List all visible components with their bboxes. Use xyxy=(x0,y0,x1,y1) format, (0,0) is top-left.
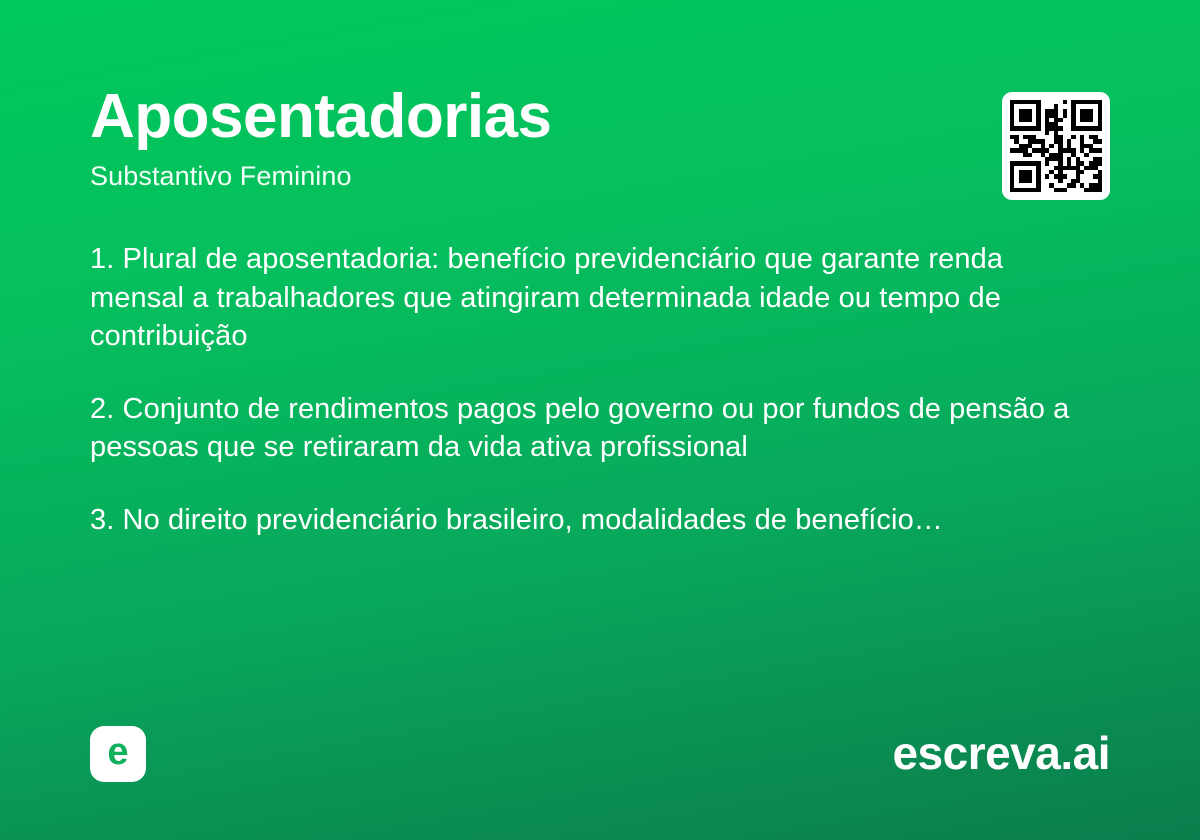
page-title: Aposentadorias xyxy=(90,82,552,151)
qr-code-matrix xyxy=(1010,100,1102,192)
brand-name: escreva.ai xyxy=(892,727,1110,779)
card-content xyxy=(90,84,1110,780)
part-of-speech-label: Substantivo Feminino xyxy=(90,161,352,192)
definition-item-1: 1. Plural de aposentadoria: benefício previdenciário que garante renda mensal a trabalhadores que atingiram determinada idade ou tempo de contribuição xyxy=(90,243,1004,353)
card-footer xyxy=(90,726,1110,782)
definition-item-3: 3. No direito previdenciário brasileiro, modalidades de benefício… xyxy=(90,503,943,536)
definition-item-2: 2. Conjunto de rendimentos pagos pelo governo ou por fundos de pensão a pessoas que se retiraram da vida ativa profissional xyxy=(90,392,1070,464)
brand-logo-icon xyxy=(90,726,146,782)
brand-logo-letter: e xyxy=(107,731,129,773)
definition-list xyxy=(90,240,1100,539)
qr-code-icon[interactable] xyxy=(1002,92,1110,200)
